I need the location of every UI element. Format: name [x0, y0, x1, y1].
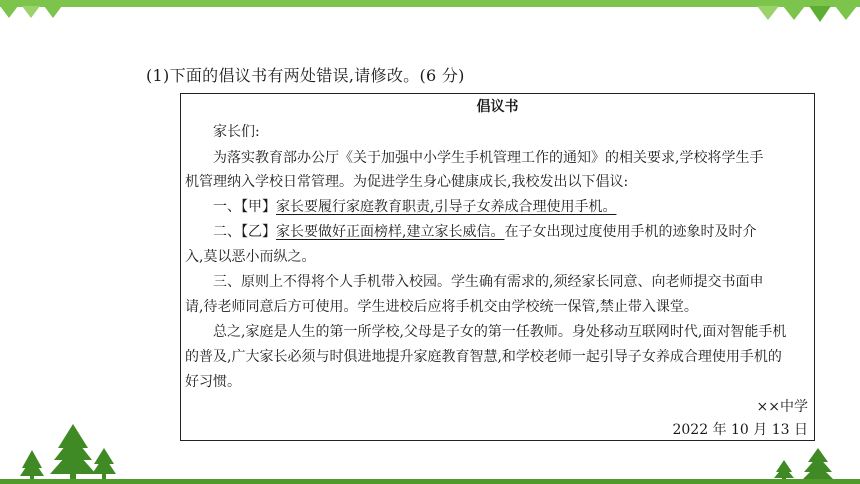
item-1-underlined-text: 家长要履行家庭教育职责,引导子女养成合理使用手机。 — [276, 199, 617, 215]
letter-closing-line: 的普及,广大家长必须与时俱进地提升家庭教育智慧,和学校老师一起引导子女养成合理使用手机的 — [185, 349, 782, 365]
letter-date: 2022 年 10 月 13 日 — [672, 422, 808, 438]
letter-item-3: 三、原则上不得将个人手机带入校园。学生确有需求的,须经家长同意、向老师提交书面申 — [213, 274, 764, 290]
letter-item-2 — [181, 222, 814, 242]
item-mark-jia: 【甲】 — [241, 199, 276, 215]
letter-closing-line: 总之,家庭是人生的第一所学校,父母是子女的第一任教师。身处移动互联网时代,面对智能手机 — [213, 324, 787, 340]
letter-paragraph-line: 机管理纳入学校日常管理。为促进学生身心健康成长,我校发出以下倡议: — [185, 174, 629, 190]
letter-paragraph-line: 请,待老师同意后方可使用。学生进校后应将手机交由学校统一保管,禁止带入课堂。 — [185, 299, 698, 315]
item-2-underlined-text: 家长要做好正面榜样,建立家长威信。 — [276, 224, 505, 240]
top-accent-bar — [0, 0, 860, 7]
item-prefix: 二、 — [213, 224, 241, 240]
letter-frame — [180, 93, 815, 441]
bottom-ground-bar — [0, 479, 860, 484]
letter-salutation: 家长们: — [213, 124, 260, 140]
pine-tree-icon — [18, 420, 118, 482]
item-mark-yi: 【乙】 — [241, 224, 276, 240]
item-2-rest-text: 在子女出现过度使用手机的迹象时及时介 — [504, 224, 757, 240]
question-text: (1)下面的倡议书有两处错误,请修改。(6 分) — [146, 66, 465, 85]
triangle-bunting-left — [0, 0, 70, 20]
letter-paragraph-line: 为落实教育部办公厅《关于加强中小学生手机管理工作的通知》的相关要求,学校将学生手 — [213, 150, 764, 166]
letter-title: 倡议书 — [476, 99, 519, 115]
pine-tree-icon-right — [770, 440, 860, 482]
letter-item-1 — [181, 197, 814, 217]
letter-closing-line: 好习惯。 — [185, 374, 241, 390]
item-prefix: 一、 — [213, 199, 241, 215]
triangle-bunting-right — [755, 0, 860, 24]
letter-paragraph-line: 入,莫以恶小而纵之。 — [185, 249, 316, 265]
letter-signature: ××中学 — [756, 399, 808, 415]
